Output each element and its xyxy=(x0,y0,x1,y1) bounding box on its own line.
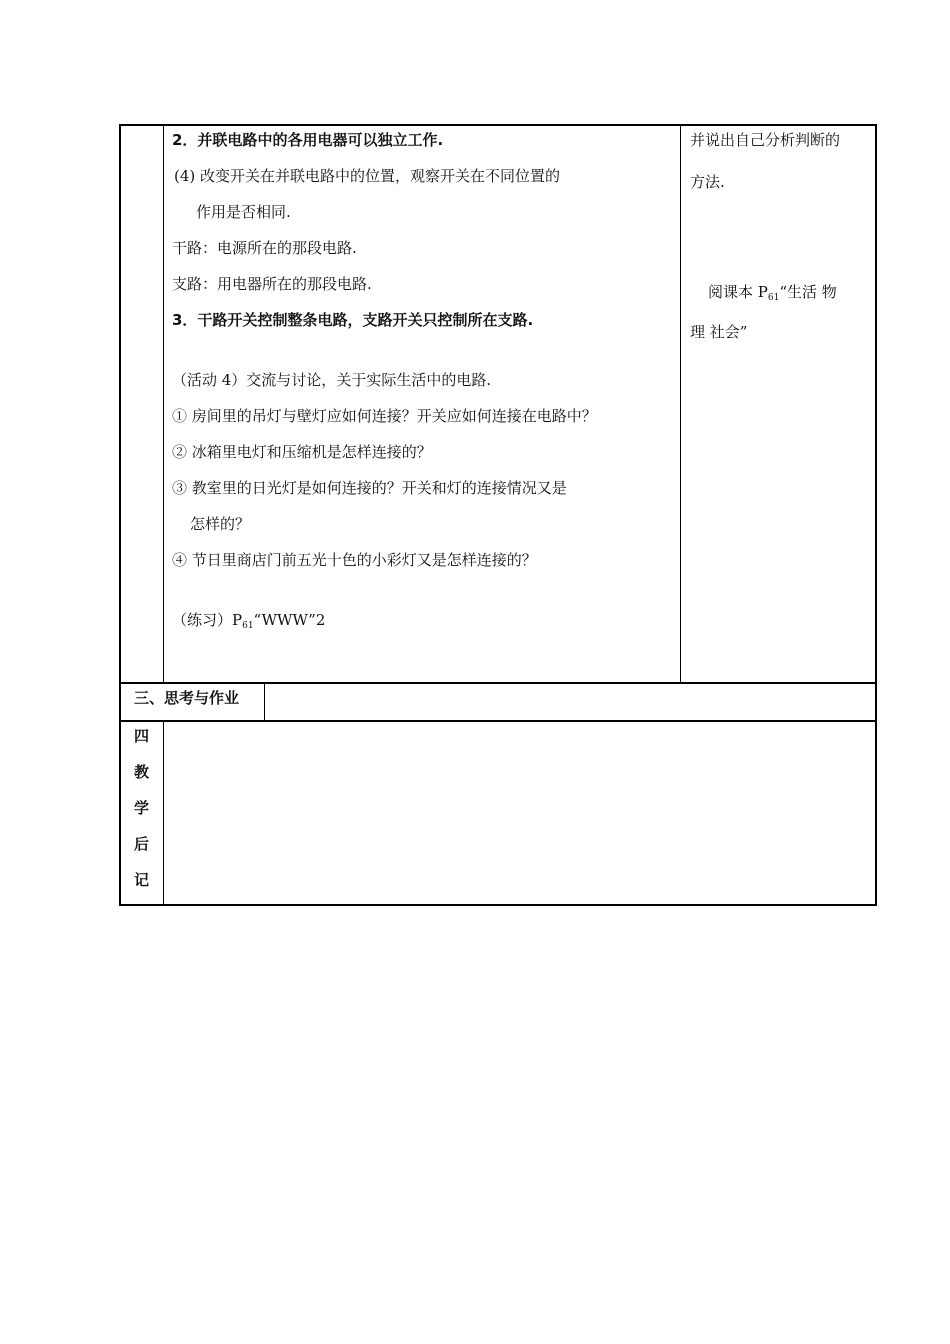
col-divider-2 xyxy=(680,124,681,682)
row-divider-1 xyxy=(119,682,877,684)
exercise-line xyxy=(172,610,325,636)
exercise-prefix: （练习）P xyxy=(172,611,243,629)
section4-char-5: 记 xyxy=(134,871,150,889)
table-border-top xyxy=(119,124,877,126)
section4-char-2: 教 xyxy=(134,763,150,781)
question-2: ② 冰箱里电灯和压缩机是怎样连接的？ xyxy=(172,443,432,461)
table-border-left xyxy=(119,124,121,906)
section4-divider xyxy=(163,720,164,906)
section3-divider xyxy=(264,682,265,721)
text-main-circuit: 干路：电源所在的那段电路. xyxy=(172,239,357,257)
right-text-4: 理 社会” xyxy=(690,323,748,341)
section4-char-1: 四 xyxy=(134,727,150,745)
section3-label: 三、思考与作业 xyxy=(134,689,240,707)
question-3-cont: 怎样的？ xyxy=(190,515,251,533)
section4-char-3: 学 xyxy=(134,799,150,817)
text-branch-circuit: 支路：用电器所在的那段电路. xyxy=(172,275,372,293)
table-border-right xyxy=(875,124,877,906)
section4-char-4: 后 xyxy=(134,835,150,853)
text-step-4: (4) 改变开关在并联电路中的位置，观察开关在不同位置的 xyxy=(174,167,561,185)
heading-switch-control: 3．干路开关控制整条电路，支路开关只控制所在支路. xyxy=(172,311,534,329)
question-3: ③ 教室里的日光灯是如何连接的？开关和灯的连接情况又是 xyxy=(172,479,567,497)
exercise-page-sub: 61 xyxy=(242,621,254,631)
read-suffix: “生活 物 xyxy=(779,283,837,301)
text-step-4-cont: 作用是否相同. xyxy=(196,203,291,221)
col-divider-1 xyxy=(163,124,164,682)
right-text-2: 方法. xyxy=(690,173,725,191)
read-page-sub: 61 xyxy=(767,293,780,303)
activity-title: （活动 4）交流与讨论，关于实际生活中的电路. xyxy=(172,371,492,389)
question-1: ① 房间里的吊灯与壁灯应如何连接？开关应如何连接在电路中？ xyxy=(172,407,597,425)
question-4: ④ 节日里商店门前五光十色的小彩灯又是怎样连接的？ xyxy=(172,551,537,569)
row-divider-2 xyxy=(119,720,877,722)
table-border-bottom xyxy=(119,904,877,906)
heading-parallel-independent: 2．并联电路中的各用电器可以独立工作. xyxy=(172,131,444,149)
right-read-line xyxy=(708,282,837,308)
exercise-suffix: “WWW”2 xyxy=(253,611,326,629)
read-prefix: 阅课本 P xyxy=(708,283,768,301)
right-text-1: 并说出自己分析判断的 xyxy=(690,131,841,149)
